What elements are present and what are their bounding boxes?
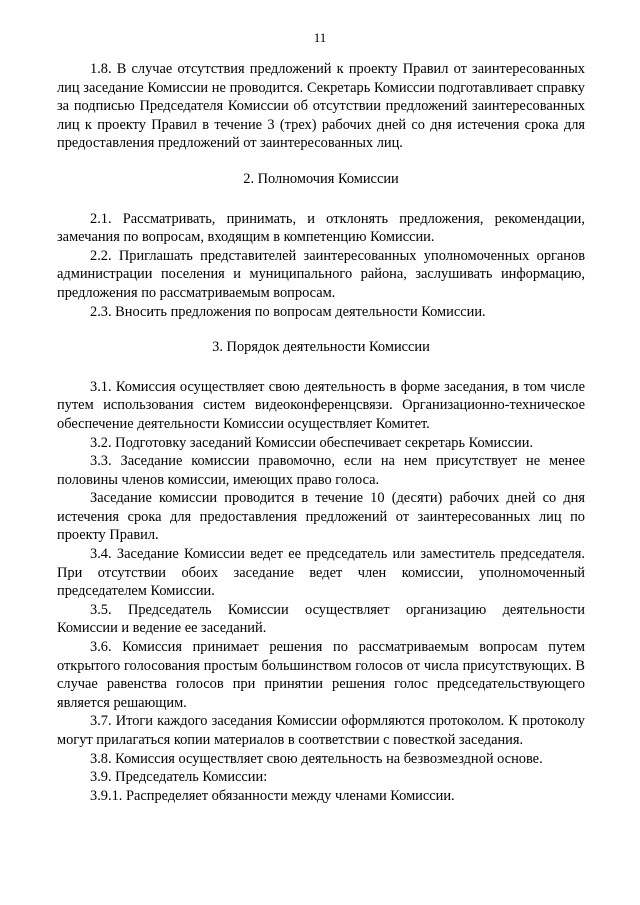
paragraph-3-9-1: 3.9.1. Распределяет обязанности между членами Комиссии. (90, 787, 455, 804)
paragraph-1-8: 1.8. В случае отсутствия предложений к проекту Правил от заинтересованных лиц заседание Комиссии не проводится. Секретарь Комиссии подготавливает справку за подписью Председателя Комиссии об отсутствии предложений заинтересованных лиц к проекту Правил в течение 3 (трех) рабочих дней со дня истечения срока для предоставления предложений от заинтересованных лиц. (57, 61, 585, 152)
paragraph-3-1: 3.1. Комиссия осуществляет свою деятельность в форме заседания, в том числе путем использования систем видеоконференцсвязи. Организационно-техническое обеспечение деятельности Комиссии осуществляет Комитет. (57, 378, 585, 432)
paragraph-3-5: 3.5. Председатель Комиссии осуществляет организацию деятельности Комиссии и ведение ее заседаний. (57, 601, 585, 637)
paragraph-2-3: 2.3. Вносить предложения по вопросам деятельности Комиссии. (90, 303, 486, 320)
document-body (57, 60, 585, 805)
paragraph-2-1: 2.1. Рассматривать, принимать, и отклонять предложения, рекомендации, замечания по вопросам, входящим в компетенцию Комиссии. (57, 210, 585, 246)
paragraph-3-2: 3.2. Подготовку заседаний Комиссии обеспечивает секретарь Комиссии. (90, 434, 534, 451)
paragraph-3-7: 3.7. Итоги каждого заседания Комиссии оформляются протоколом. К протоколу могут прилагаться копии материалов в соответствии с повесткой заседания. (57, 713, 585, 748)
section-title-2: 2. Полномочия Комиссии (243, 170, 399, 187)
paragraph-3-6: 3.6. Комиссия принимает решения по рассматриваемым вопросам путем открытого голосования простым большинством голосов от числа присутствующих. В случае равенства голосов при принятии решения голос председательствующего является решающим. (57, 639, 585, 711)
paragraph-3-3-meeting-term: Заседание комиссии проводится в течение 10 (десяти) рабочих дней со дня истечения срока для предоставления предложений от заинтересованных лиц по проекту Правил. (57, 490, 585, 544)
paragraph-3-3: 3.3. Заседание комиссии правомочно, если на нем присутствует не менее половины членов комиссии, имеющих право голоса. (57, 453, 585, 488)
paragraph-3-9: 3.9. Председатель Комиссии: (90, 769, 268, 786)
paragraph-2-2: 2.2. Приглашать представителей заинтересованных уполномоченных органов администрации поселения и муниципального района, заслушивать информацию, предложения по рассматриваемым вопросам. (57, 247, 585, 301)
paragraph-3-8: 3.8. Комиссия осуществляет свою деятельность на безвозмездной основе. (90, 750, 543, 767)
page-number: 11 (313, 30, 327, 45)
paragraph-3-4: 3.4. Заседание Комиссии ведет ее председатель или заместитель председателя. При отсутствии обоих заседание ведет член комиссии, уполномоченный председателем Комиссии. (57, 546, 585, 600)
section-title-3: 3. Порядок деятельности Комиссии (212, 339, 430, 356)
